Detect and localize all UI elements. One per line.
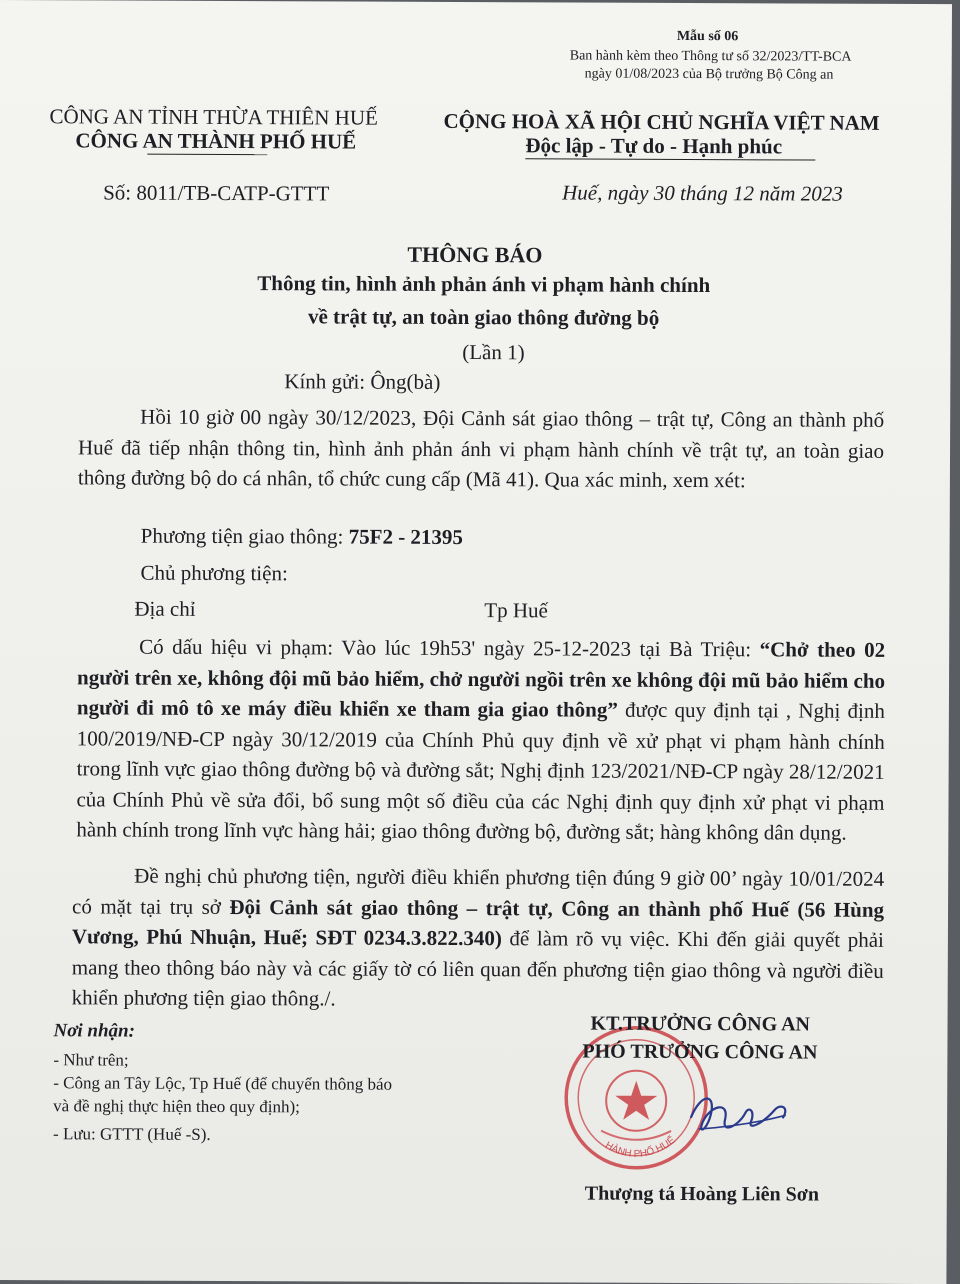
request-place: Đội Cảnh sát giao thông – trật tự, Công an thành phố Huế (56 Hùng Vương, Phú Nhuận, Huế; SĐT 0234.3.822.340) xyxy=(71,894,885,951)
recipient-item: - Như trên; xyxy=(53,1050,129,1070)
vehicle-address-tail-row xyxy=(484,598,548,623)
nation-title: CỘNG HOÀ XÃ HỘI CHỦ NGHĨA VIỆT NAM xyxy=(443,108,880,135)
request-paragraph xyxy=(72,860,885,1016)
document-title: THÔNG BÁO xyxy=(407,241,543,268)
request-rest: để làm rõ vụ việc. Khi đến giải quyết phải mang theo thông báo này và các giấy tờ có liên quan đến phương tiện giao thông và người điều khiển phương tiện giao thông./. xyxy=(71,926,884,1011)
issued-note-line1: Ban hành kèm theo Thông tư số 32/2023/TT-BCA xyxy=(569,48,852,65)
vehicle-address-label: Địa chỉ xyxy=(134,596,196,621)
salutation: Kính gửi: Ông(bà) xyxy=(284,369,441,394)
recipient-item: - Lưu: GTTT (Huế -S). xyxy=(53,1124,211,1144)
document-subtitle-line2: về trật tự, an toàn giao thông đường bộ xyxy=(307,304,660,330)
recipient-item: và đề nghị thực hiện theo quy định); xyxy=(53,1096,300,1117)
form-number: Mẫu số 06 xyxy=(676,28,739,45)
vehicle-owner-row xyxy=(140,561,287,587)
violation-quote: “Chở theo 02 người trên xe, không đội mũ bảo hiểm, chở người ngồi trên xe không đội mũ bảo hiểm cho người đi mô tô xe máy điều khiển xe tham gia giao thông” xyxy=(76,637,886,722)
signer-name: Thượng tá Hoàng Liên Sơn xyxy=(584,1182,820,1206)
handwritten-signature xyxy=(685,1083,795,1153)
violation-paragraph xyxy=(76,631,885,848)
vehicle-address-row xyxy=(134,597,195,622)
org-parent: CÔNG AN TỈNH THỪA THIÊN HUẾ xyxy=(49,104,378,130)
date-line: Huế, ngày 30 tháng 12 năm 2023 xyxy=(562,180,843,206)
motto-underline xyxy=(525,158,815,160)
org-underline xyxy=(147,154,267,156)
issued-note-line2: ngày 01/08/2023 của Bộ trưởng Bộ Công an xyxy=(584,66,834,83)
vehicle-address-tail: Tp Huế xyxy=(484,598,548,623)
seal-text: HÀNH PHỐ HUẾ xyxy=(603,1134,678,1160)
vehicle-plate-row xyxy=(141,524,463,550)
signature-title-line2: PHÓ TRƯỞNG CÔNG AN xyxy=(582,1040,818,1064)
document-number: Số: 8011/TB-CATP-GTTT xyxy=(103,180,330,206)
org-name: CÔNG AN THÀNH PHỐ HUẾ xyxy=(75,128,357,154)
intro-paragraph: Hồi 10 giờ 00 ngày 30/12/2023, Đội Cảnh sát giao thông – trật tự, Công an thành phố Huế đã tiếp nhận thông tin, hình ảnh phản ánh vi phạm hành chính về trật tự, an toàn giao thông đường bộ do cá nhân, tổ chức cung cấp (Mã 41). Qua xác minh, xem xét: xyxy=(77,404,885,493)
recipients-title: Nơi nhận: xyxy=(53,1020,136,1042)
notice-round: (Lần 1) xyxy=(462,340,525,365)
vehicle-plate-value: 75F2 - 21395 xyxy=(348,524,464,550)
vehicle-plate-label: Phương tiện giao thông: xyxy=(140,523,349,549)
vehicle-owner-label: Chủ phương tiện: xyxy=(140,560,288,586)
document-subtitle-line1: Thông tin, hình ảnh phản ánh vi phạm hành chính xyxy=(257,271,711,298)
violation-lead: Có dấu hiệu vi phạm: Vào lúc 19h53' ngày 25-12-2023 tại Bà Triệu: xyxy=(139,634,760,662)
request-lead: Đề nghị chủ phương tiện, người điều khiển phương tiện đúng 9 giờ 00’ ngày 10/01/2024 có mặt tại trụ sở xyxy=(71,863,885,919)
violation-legal-basis: được quy định tại , Nghị định 100/2019/NĐ-CP ngày 30/12/2019 của Chính Phủ quy định về xử phạt vi phạm hành chính trong lĩnh vực giao thông đường bộ và đường sắt; Nghị định 123/2021/NĐ-CP ngày 28/12/2021 của Chính Phủ về sửa đổi, bổ sung một số điều của các Nghị định quy định xử phạt vi phạm hành chính trong lĩnh vực hàng hải; giao thông đường bộ, đường sắt; hàng không dân dụng. xyxy=(76,697,885,845)
nation-motto: Độc lập - Tự do - Hạnh phúc xyxy=(525,133,783,159)
signature-title-line1: KT.TRƯỞNG CÔNG AN xyxy=(590,1012,811,1036)
recipient-item: - Công an Tây Lộc, Tp Huế (để chuyển thông báo xyxy=(53,1073,393,1094)
